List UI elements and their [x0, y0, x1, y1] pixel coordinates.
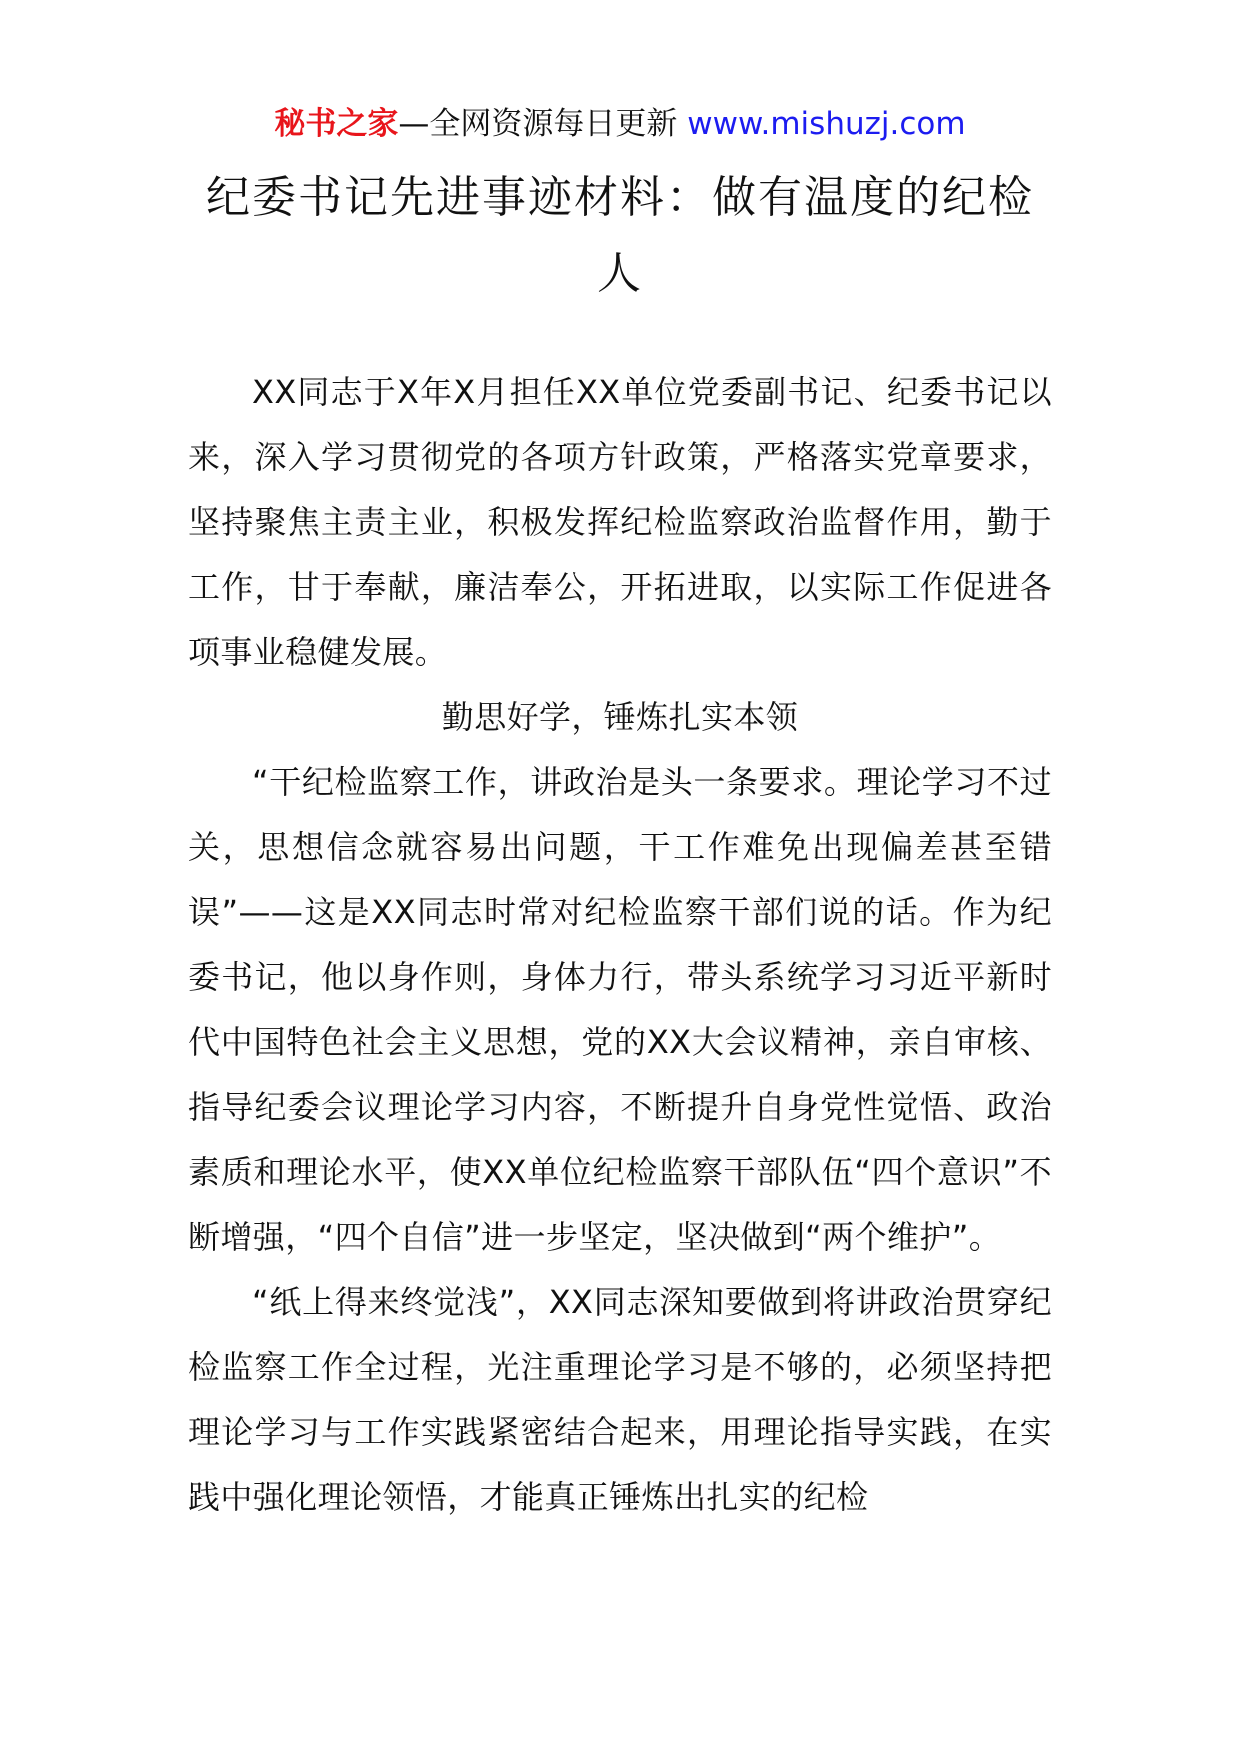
section-paragraph: “纸上得来终觉浅”，XX同志深知要做到将讲政治贯穿纪检监察工作全过程，光注重理论学习是不够的，必须坚持把理论学习与工作实践紧密结合起来，用理论指导实践，在实践中强化理论领悟，才能真正锤炼出扎实的纪检	[188, 1283, 1052, 1516]
site-header	[0, 102, 1240, 146]
document-title: 纪委书记先进事迹材料：做有温度的纪检人	[206, 172, 1034, 299]
document-body	[188, 360, 1052, 1530]
section-paragraph: “干纪检监察工作，讲政治是头一条要求。理论学习不过关，思想信念就容易出问题，干工作难免出现偏差甚至错误”——这是XX同志时常对纪检监察干部们说的话。作为纪委书记，他以身作则，身体力行，带头系统学习习近平新时代中国特色社会主义思想，党的XX大会议精神，亲自审核、指导纪委会议理论学习内容，不断提升自身党性觉悟、政治素质和理论水平，使XX单位纪检监察干部队伍“四个意识”不断增强，“四个自信”进一步坚定，坚决做到“两个维护”。	[188, 763, 1052, 1256]
section-heading: 勤思好学，锤炼扎实本领	[441, 698, 799, 736]
site-url-link[interactable]: www.mishuzj.com	[687, 106, 966, 142]
brand-name: 秘书之家	[274, 106, 399, 142]
header-slogan: —全网资源每日更新	[398, 106, 678, 142]
intro-paragraph: XX同志于X年X月担任XX单位党委副书记、纪委书记以来，深入学习贯彻党的各项方针政策，严格落实党章要求，坚持聚焦主责主业，积极发挥纪检监察政治监督作用，勤于工作，甘于奉献，廉洁奉公，开拓进取，以实际工作促进各项事业稳健发展。	[188, 373, 1052, 671]
